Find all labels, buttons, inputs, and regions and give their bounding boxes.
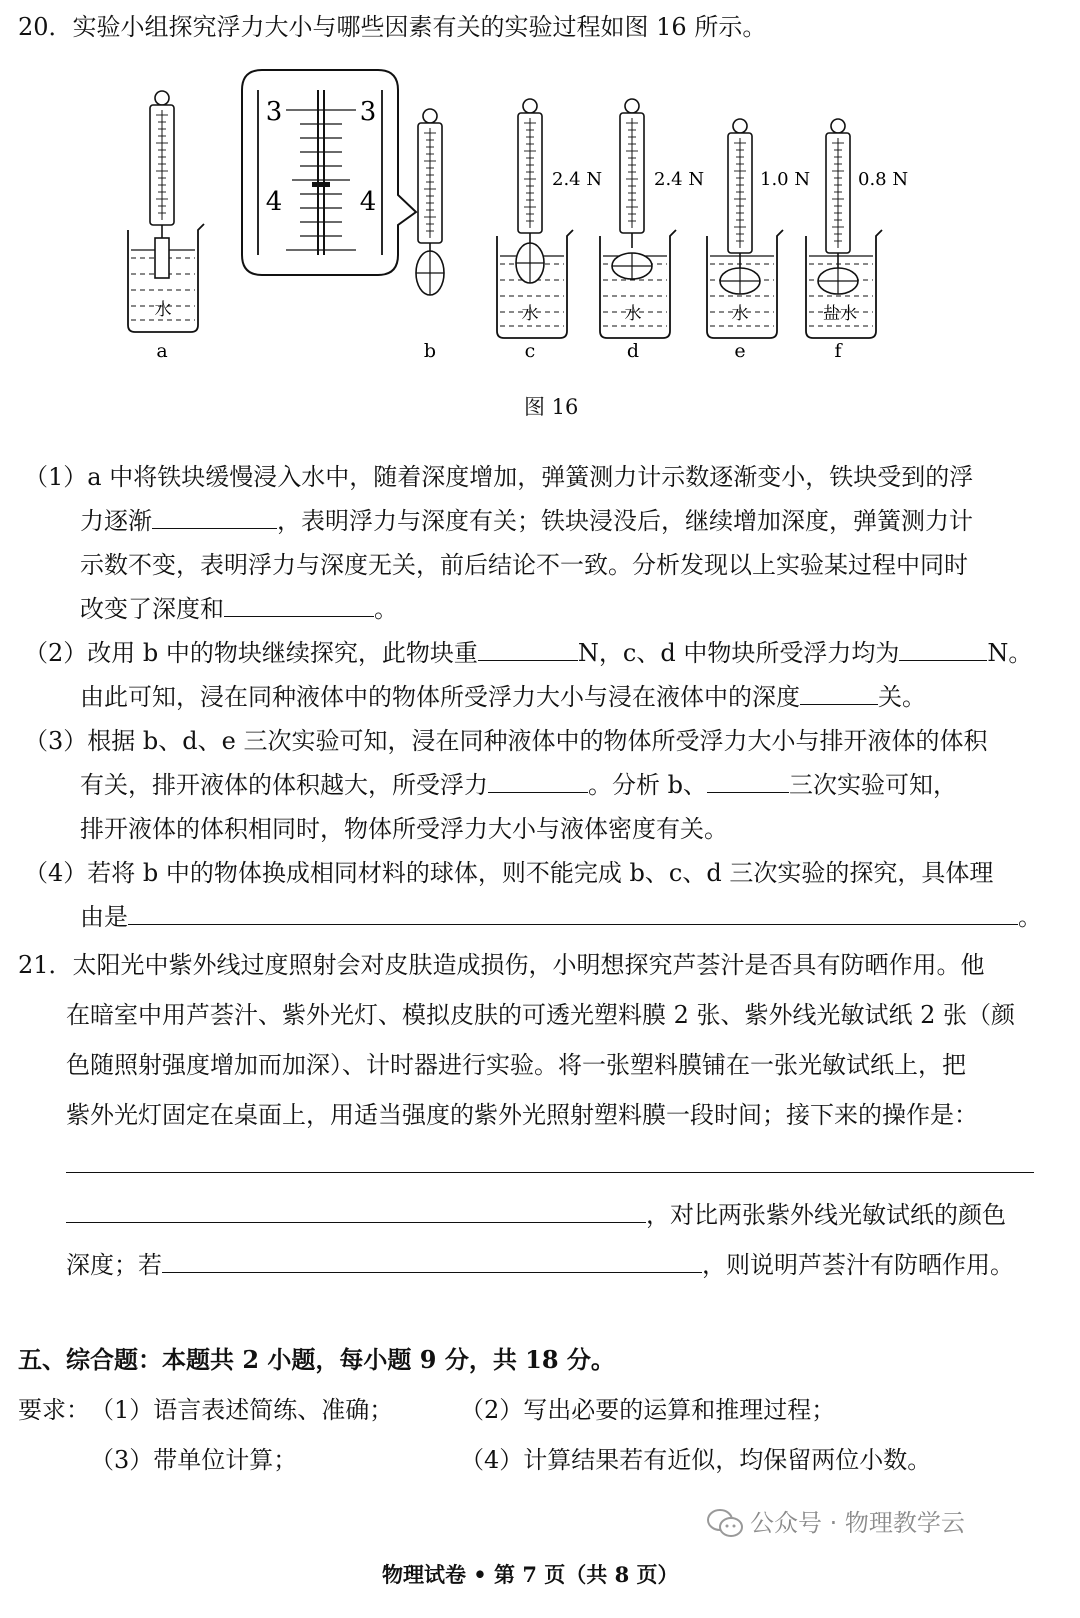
- requirement-4: （4）计算结果若有近似，均保留两位小数。: [460, 1446, 932, 1474]
- q21-line4: 紫外光灯固定在桌面上，用适当强度的紫外光照射塑料膜一段时间；接下来的操作是：: [66, 1101, 978, 1129]
- panel-e: [707, 119, 810, 362]
- answer-blank[interactable]: [224, 594, 374, 617]
- q20-p2-line1: （2）改用 b 中的物块继续探究，此物块重 N，c、d 中物块所受浮力均为 N。: [24, 639, 1033, 667]
- answer-blank[interactable]: [488, 770, 588, 793]
- panel-b: [416, 109, 444, 362]
- q21-line6: ，对比两张紫外线光敏试纸的颜色: [66, 1200, 1006, 1230]
- q20-p4-line2: 由是 。: [80, 903, 1042, 931]
- panel-a: [128, 91, 204, 362]
- section5-requirements-label: 要求：: [18, 1396, 90, 1424]
- page-footer: 物理试卷 • 第 7 页（共 8 页）: [382, 1562, 679, 1587]
- panel-d: [600, 99, 704, 362]
- section5-title: 五、综合题：本题共 2 小题，每小题 9 分，共 18 分。: [18, 1345, 615, 1374]
- answer-blank[interactable]: [162, 1250, 702, 1273]
- panel-f: [806, 119, 908, 362]
- wechat-icon: [706, 1508, 744, 1538]
- q20-p3-line2: 有关，排开液体的体积越大，所受浮力 。分析 b、 三次实验可知，: [80, 771, 957, 799]
- q20-p1-line2: 力逐渐 ，表明浮力与深度有关；铁块浸没后，继续增加深度，弹簧测力计: [80, 507, 973, 535]
- q21-line3: 色随照射强度增加而加深）、计时器进行实验。将一张塑料膜铺在一张光敏试纸上，把: [66, 1051, 966, 1079]
- liquid-d: 水: [624, 304, 642, 324]
- liquid-f: 盐水: [823, 304, 857, 324]
- reading-f: 0.8 N: [858, 169, 909, 190]
- answer-blank[interactable]: [899, 638, 987, 661]
- label-b: b: [423, 340, 437, 362]
- requirement-1: （1）语言表述简练、准确；: [90, 1396, 394, 1424]
- requirement-3: （3）带单位计算；: [90, 1446, 298, 1474]
- zoom-tick-3-right: 3: [359, 97, 377, 127]
- label-e: e: [734, 340, 746, 362]
- zoom-callout: [242, 70, 416, 275]
- label-c: c: [524, 340, 536, 362]
- answer-blank[interactable]: [707, 770, 789, 793]
- answer-blank[interactable]: [478, 638, 578, 661]
- figure-caption: 图 16: [524, 395, 579, 419]
- watermark: 公众号 · 物理教学云: [750, 1509, 965, 1537]
- answer-line[interactable]: [66, 1172, 1034, 1173]
- answer-blank[interactable]: [152, 506, 277, 529]
- q20-p3-line1: （3）根据 b、d、e 三次实验可知，浸在同种液体中的物体所受浮力大小与排开液体的体积: [24, 727, 988, 755]
- requirement-2: （2）写出必要的运算和推理过程；: [460, 1396, 836, 1424]
- answer-blank[interactable]: [128, 902, 1018, 925]
- panel-c: [497, 99, 602, 362]
- q20-p4-line1: （4）若将 b 中的物体换成相同材料的球体，则不能完成 b、c、d 三次实验的探究，具体理: [24, 859, 994, 887]
- liquid-e: 水: [731, 304, 749, 324]
- liquid-a: 水: [154, 300, 172, 320]
- q21-line1: 21．太阳光中紫外线过度照射会对皮肤造成损伤，小明想探究芦荟汁是否具有防晒作用。他: [18, 951, 985, 979]
- q20-p3-line3: 排开液体的体积相同时，物体所受浮力大小与液体密度有关。: [80, 815, 728, 843]
- label-a: a: [156, 340, 168, 362]
- liquid-c: 水: [521, 304, 539, 324]
- q20-title: 20．实验小组探究浮力大小与哪些因素有关的实验过程如图 16 所示。: [18, 13, 767, 41]
- figure-16: [0, 60, 1080, 380]
- zoom-tick-4-left: 4: [265, 187, 283, 217]
- q20-p1-line1: （1）a 中将铁块缓慢浸入水中，随着深度增加，弹簧测力计示数逐渐变小，铁块受到的浮: [24, 463, 974, 491]
- q20-p2-line2: 由此可知，浸在同种液体中的物体所受浮力大小与浸在液体中的深度 关。: [80, 683, 926, 711]
- zoom-tick-4-right: 4: [359, 187, 377, 217]
- answer-blank[interactable]: [66, 1200, 646, 1223]
- reading-c: 2.4 N: [552, 169, 603, 190]
- q20-p1-line3: 示数不变，表明浮力与深度无关，前后结论不一致。分析发现以上实验某过程中同时: [80, 551, 968, 579]
- reading-e: 1.0 N: [760, 169, 811, 190]
- q20-p1-line4: 改变了深度和 。: [80, 595, 398, 623]
- answer-blank[interactable]: [800, 682, 878, 705]
- q21-line2: 在暗室中用芦荟汁、紫外光灯、模拟皮肤的可透光塑料膜 2 张、紫外线光敏试纸 2 张（颜: [66, 1001, 1016, 1029]
- label-f: f: [834, 340, 842, 362]
- zoom-tick-3-left: 3: [265, 97, 283, 127]
- reading-d: 2.4 N: [654, 169, 705, 190]
- q21-line7: 深度；若 ，则说明芦荟汁有防晒作用。: [66, 1251, 1014, 1279]
- label-d: d: [626, 340, 640, 362]
